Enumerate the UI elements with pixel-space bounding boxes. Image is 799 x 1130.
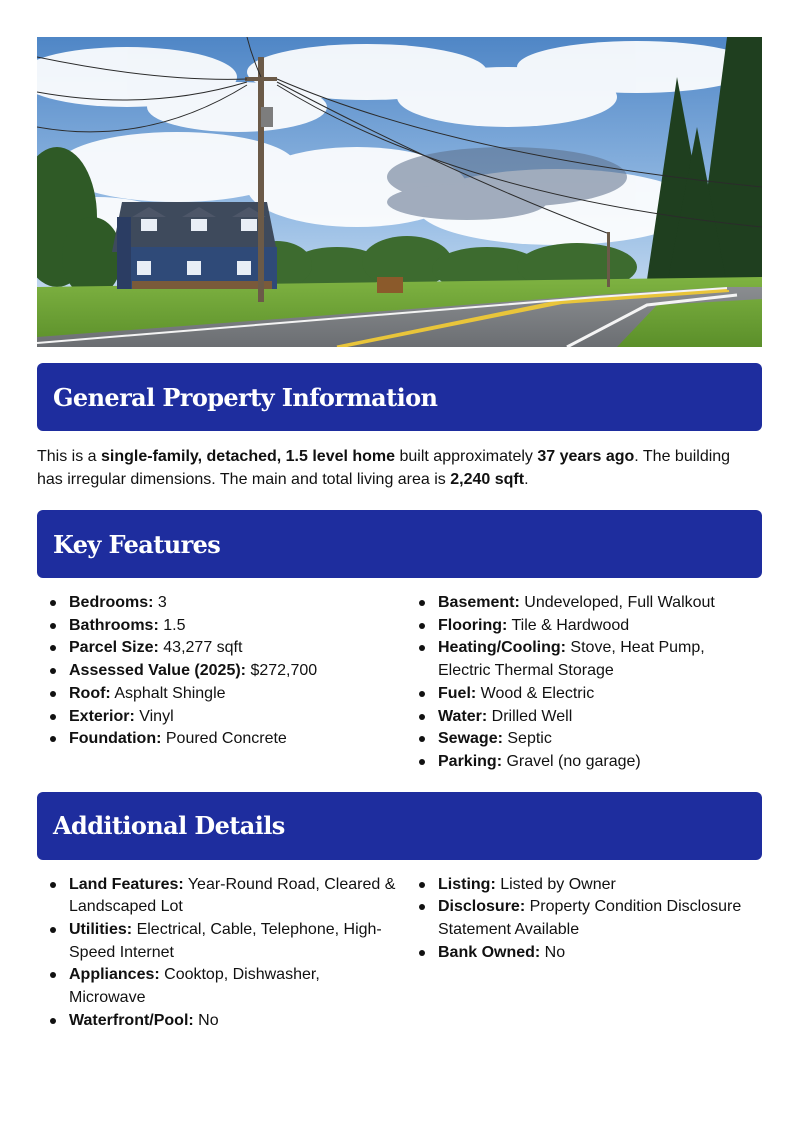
- list-item: [37, 874, 406, 919]
- detail-label: Listing:: [438, 875, 496, 893]
- feature-label: Parking:: [438, 752, 503, 770]
- detail-value: No: [193, 1011, 219, 1029]
- feature-label: Basement:: [438, 594, 520, 611]
- additional-details-columns: [37, 874, 762, 1033]
- list-item: [37, 964, 406, 1009]
- intro-text-1: This is a: [37, 448, 102, 465]
- feature-label: Heating/Cooling:: [438, 639, 566, 657]
- key-features-left-list: [37, 592, 406, 751]
- feature-label: Bathrooms:: [69, 616, 159, 634]
- detail-label: Waterfront/Pool:: [69, 1011, 194, 1029]
- list-item: [37, 919, 406, 964]
- feature-label: Exterior:: [69, 707, 135, 725]
- additional-details-title: Additional Details: [53, 811, 285, 841]
- list-item: [406, 637, 762, 682]
- feature-label: Roof:: [69, 684, 111, 702]
- detail-label: Disclosure:: [438, 898, 526, 916]
- general-info-title: General Property Information: [53, 382, 438, 412]
- additional-details-left-list: [37, 874, 406, 1033]
- feature-value: 43,277 sqft: [158, 639, 243, 657]
- feature-value: Undeveloped, Full Walkout: [519, 594, 715, 611]
- feature-label: Foundation:: [69, 730, 162, 748]
- detail-value: Electrical, Cable, Telephone, High-Speed Internet: [69, 921, 382, 961]
- list-item: [406, 728, 762, 751]
- detail-value: Cooktop, Dishwasher, Microwave: [69, 966, 320, 1007]
- feature-value: Drilled Well: [487, 707, 573, 725]
- feature-value: Septic: [502, 730, 552, 748]
- key-features-right-column: [406, 592, 762, 774]
- feature-value: Asphalt Shingle: [110, 684, 226, 702]
- intro-text-4: .: [524, 471, 529, 488]
- intro-text-2: built approximately: [395, 448, 538, 465]
- feature-value: $272,700: [246, 662, 318, 680]
- detail-label: Appliances:: [69, 966, 160, 984]
- intro-text-3: . The building has irregular dimensions. The main and total living area is: [37, 448, 731, 488]
- additional-details-right-list: [406, 874, 762, 965]
- general-info-text: [37, 445, 747, 491]
- additional-details-left-column: [37, 874, 406, 1033]
- feature-value: 1.5: [158, 616, 186, 634]
- key-features-title: Key Features: [53, 529, 221, 559]
- property-photo: [37, 37, 762, 347]
- feature-label: Sewage:: [438, 730, 503, 748]
- property-sheet: [37, 37, 762, 1033]
- feature-label: Assessed Value (2025):: [69, 662, 246, 680]
- list-item: [37, 706, 406, 729]
- key-features-right-list: [406, 592, 762, 774]
- feature-value: Gravel (no garage): [502, 752, 641, 770]
- detail-value: Property Condition Disclosure Statement Available: [438, 898, 742, 939]
- feature-value: Poured Concrete: [161, 730, 287, 748]
- list-item: [37, 683, 406, 706]
- feature-label: Flooring:: [438, 616, 508, 634]
- feature-value: Vinyl: [134, 707, 174, 725]
- feature-label: Water:: [438, 707, 488, 725]
- list-item: [406, 615, 762, 638]
- intro-living-area: 2,240 sqft: [450, 471, 525, 488]
- list-item: [37, 637, 406, 660]
- detail-value: Listed by Owner: [495, 875, 616, 893]
- detail-label: Bank Owned:: [438, 943, 541, 961]
- list-item: [37, 592, 406, 615]
- detail-value: No: [540, 943, 566, 961]
- list-item: [37, 660, 406, 683]
- list-item: [406, 896, 762, 941]
- list-item: [406, 751, 762, 774]
- list-item: [406, 706, 762, 729]
- additional-details-right-column: [406, 874, 762, 1033]
- general-info-header: [37, 363, 762, 431]
- list-item: [406, 592, 762, 615]
- house-illustration: [112, 202, 277, 289]
- feature-label: Parcel Size:: [69, 639, 159, 657]
- detail-label: Land Features:: [69, 875, 184, 893]
- feature-value: Wood & Electric: [476, 684, 595, 702]
- key-features-columns: [37, 592, 762, 774]
- list-item: [406, 942, 762, 965]
- list-item: [37, 615, 406, 638]
- feature-value: Tile & Hardwood: [507, 616, 630, 634]
- intro-age: 37 years ago: [537, 448, 635, 465]
- detail-value: Year-Round Road, Cleared & Landscaped Lot: [69, 875, 396, 916]
- list-item: [37, 1010, 406, 1033]
- list-item: [406, 683, 762, 706]
- key-features-header: [37, 510, 762, 578]
- feature-value: Stove, Heat Pump, Electric Thermal Storage: [438, 639, 705, 680]
- key-features-left-column: [37, 592, 406, 774]
- additional-details-header: [37, 792, 762, 860]
- list-item: [406, 874, 762, 897]
- list-item: [37, 728, 406, 751]
- feature-label: Fuel:: [438, 684, 477, 702]
- detail-label: Utilities:: [69, 921, 133, 939]
- feature-label: Bedrooms:: [69, 594, 154, 611]
- intro-home-type: single-family, detached, 1.5 level home: [101, 448, 396, 465]
- feature-value: 3: [153, 594, 167, 611]
